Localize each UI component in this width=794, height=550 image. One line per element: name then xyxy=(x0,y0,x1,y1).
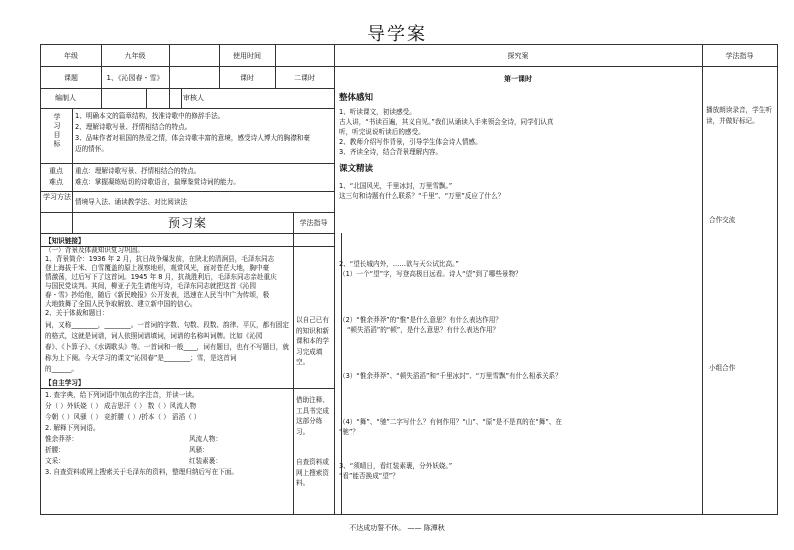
question-line: （2）“惟余莽莽”的“惟”是什么意思？有什么表达作用？ xyxy=(339,316,502,324)
explore-guide: 小组合作 xyxy=(709,364,736,372)
question-line: 1、“北国风光，千里冰封，万里雪飘。” xyxy=(339,182,453,190)
hard-label: 难点 xyxy=(49,178,63,186)
author-label: 编制人 xyxy=(55,94,76,102)
overall-head: 整体感知 xyxy=(339,93,374,103)
explore-guide: 播放朗读录音，学生听读，并做好标记。 xyxy=(706,106,772,125)
period-label: 课时 xyxy=(240,74,254,82)
key-label: 重点 xyxy=(49,167,63,175)
preview-title: 预习案 xyxy=(167,216,207,230)
overall-line: 3、齐读全诗，结合背景理解内容。 xyxy=(339,148,443,156)
time-label: 使用时间 xyxy=(233,52,261,60)
topic-value: 1、《沁园春・雪》 xyxy=(106,74,164,82)
divider-c6 xyxy=(181,88,182,108)
knowledge-line: 春・雪》抄给他，随后《新民晚报》公开发表，迅速在人民当中广为传颂，极 xyxy=(45,291,270,299)
goals-label: 学习目标 xyxy=(53,113,61,148)
knowledge-line: 称为上下阕。今天学习的课文“沁园春”是________；雪，是这首词 xyxy=(45,354,237,362)
topic-label: 课题 xyxy=(64,74,78,82)
methods-label: 学习方法 xyxy=(43,193,71,201)
knowledge-line: （一）背景及体裁知识复习巩固。 xyxy=(45,246,144,254)
period-value: 二课时 xyxy=(294,74,315,82)
overall-line: 2、教师介绍写作背景，引导学生体会诗人情感。 xyxy=(339,138,482,146)
self-term: 风骚： xyxy=(189,446,209,454)
goal-3: 3、品味作者对祖国的热爱之情，体会诗歌丰富的意境，感受诗人博大的胸襟和豪 xyxy=(75,134,310,142)
preview-guide: 以自己已有的知识和新课和本的学习完成填空。 xyxy=(296,316,329,367)
goal-4: 迈的情怀。 xyxy=(75,145,108,153)
close-head: 课文精读 xyxy=(339,164,374,174)
overall-line: 听，听完说说听读后的感受。 xyxy=(339,128,425,136)
divider-main xyxy=(334,45,335,514)
divider-row1 xyxy=(41,66,334,67)
reviewer-label: 审核人 xyxy=(183,94,204,102)
knowledge-line: 的______。 xyxy=(45,365,78,373)
explore-guide: 合作交流 xyxy=(709,216,736,224)
preview-guide: 自查资料或网上搜索资料。 xyxy=(296,458,329,488)
knowledge-line: 与国民党谈判。其间，柳亚子先生请他写诗，毛泽东同志就把这首《沁园 xyxy=(45,282,256,290)
preview-method-label: 学法指导 xyxy=(299,219,328,227)
hard-text: 难点：掌握凝练贴切的诗歌语言，揣摩鉴赏诗词的能力。 xyxy=(75,178,240,186)
divider-preview-guide-col xyxy=(293,212,294,514)
question-line: 2、“望长城内外，……欲与天公试比高。” xyxy=(339,260,459,268)
key-text: 重点：理解诗歌写景、抒情相结合的特点。 xyxy=(75,167,201,175)
preview-guide: 借助注释、工具书完成这部分练习。 xyxy=(296,396,329,436)
self-line: 1. 查字典，给下列词语中加点的字注音，并读一读。 xyxy=(45,391,199,399)
knowledge-line: 词，又称________，________。一首词的字数、句数、段数、韵律、平仄，都有固定 xyxy=(45,321,289,329)
self-line: 今朝（ ）风骚（ ） 竞折腰（ ）/折本（ ） 滔滔（ ） xyxy=(45,413,201,421)
divider-preview-self xyxy=(41,388,334,389)
knowledge-line: 1、背景简介：1936 年 2 月，抗日战争爆发前，在陕北的清涧县，毛泽东同志 xyxy=(45,255,275,263)
question-line: （1）一个“望”字，写登高极目远看。诗人“望”到了哪些景物？ xyxy=(339,270,522,278)
self-term: 惟余莽莽： xyxy=(45,435,78,443)
divider-row5 xyxy=(41,191,334,192)
self-term: 折腰： xyxy=(45,446,65,454)
divider-row6 xyxy=(41,212,334,213)
explore-label: 探究案 xyxy=(507,52,529,60)
self-term: 风流人物： xyxy=(189,435,222,443)
knowledge-line: 登上海拔千米、白雪覆盖的原上视察地形，观赏风光，面对苍茫大地，胸中豪 xyxy=(45,264,270,272)
session-title: 第一课时 xyxy=(504,75,532,83)
divider-explore-guide xyxy=(702,45,703,514)
question-line: （4）“舞”、“驰”二字写什么？有何作用？“山”、“原”是不是真的在“舞”、在 xyxy=(339,418,562,426)
knowledge-head: 【知识链接】 xyxy=(45,237,85,245)
overall-line: 古人讲，“书读百遍，其义自见。”我们从诵读入手来领会全诗，同学们认真 xyxy=(339,118,554,126)
self-head: 【自主学习】 xyxy=(45,379,85,387)
question-line: 3、“须晴日，看红装素裹，分外妖娆。” xyxy=(339,462,453,470)
question-line: “顿失滔滔”的“顿”，是什么意思？有什么表达作用？ xyxy=(347,326,500,334)
method-label: 学法指导 xyxy=(725,52,754,60)
divider-c2 xyxy=(169,45,170,108)
methods-value: 情境导入法、诵读教学法、对比阅读法 xyxy=(75,198,188,206)
knowledge-line: 大地鼓舞了全国人民争取解放、建立新中国的信心。 xyxy=(45,300,197,308)
worksheet-table xyxy=(40,44,778,515)
grade-value: 九年级 xyxy=(124,52,146,60)
question-line: 这三句和诗题有什么联系？“千里”、“万里”反应了什么？ xyxy=(339,192,505,200)
divider-row7 xyxy=(41,233,334,234)
page-title: 导学案 xyxy=(367,24,427,45)
overall-line: 1、听读课文，初读感受。 xyxy=(339,108,416,116)
divider-row4 xyxy=(41,163,334,164)
knowledge-line: 春》、《卜算子》、《水调歌头》等。一首词和一般____，词有题目，也有不写题目，就 xyxy=(45,343,289,351)
knowledge-line: 的格式，这就是词谱，词人依照词谱填词，词谱的名称叫词牌。比如《沁园 xyxy=(45,332,263,340)
self-line: 分（ ）外妖娆（ ） 成吉思汗（ ） 数（ ）风流人物 xyxy=(45,402,197,410)
divider-row2 xyxy=(41,88,334,89)
divider-c5 xyxy=(146,88,147,108)
goal-1: 1、明确本文的篇章结构，找准诗歌中的修辞手法。 xyxy=(75,112,225,120)
self-line: 2. 解释下列词语。 xyxy=(45,424,100,432)
goal-2: 2、理解诗歌写景、抒情相结合的特点。 xyxy=(75,123,192,131)
question-line: （3）“惟余莽莽”、“顿失滔滔”和“千里冰封”、“万里雪飘”有什么相承关系？ xyxy=(339,372,562,380)
question-line: “看”能否换成“望”？ xyxy=(339,472,399,480)
footer-quote: 不达成功誓不休。 —— 陈潭秋 xyxy=(349,524,445,532)
question-line: “驰”？ xyxy=(339,428,360,436)
grade-label: 年级 xyxy=(64,52,78,60)
divider-row3 xyxy=(41,108,334,109)
self-term: 文采： xyxy=(45,457,65,465)
self-term: 红装素裹： xyxy=(189,457,222,465)
knowledge-line: 情激荡，过后写下了这首词。1945 年 8 月，抗战胜利后，毛泽东同志亲赴重庆 xyxy=(45,273,277,281)
divider-explore-head xyxy=(334,66,777,67)
self-line: 3. 自查资料或网上搜索关于毛泽东的资料，整理归纳后写在下面。 xyxy=(45,468,239,476)
knowledge-line: 2、关于体裁和题目： xyxy=(45,309,109,317)
